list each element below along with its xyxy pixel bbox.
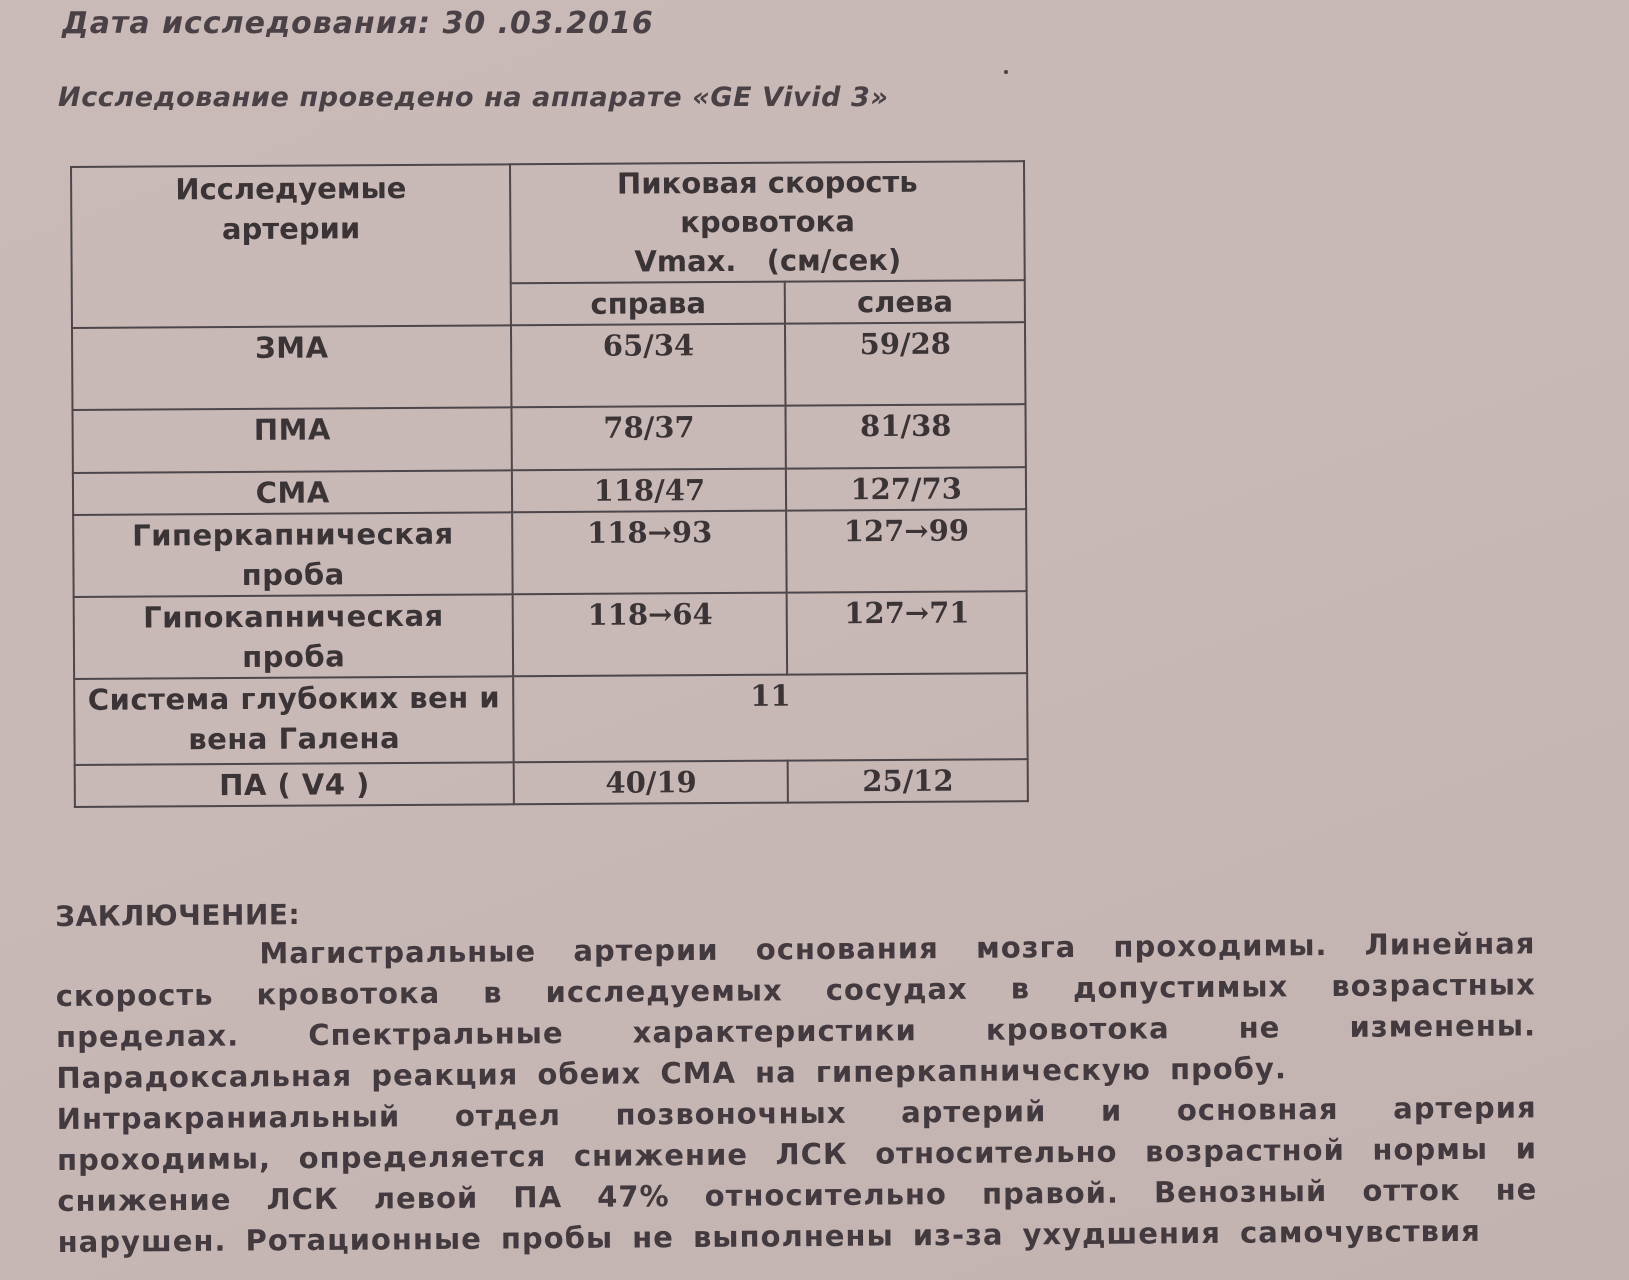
table-row	[75, 759, 1028, 807]
header-arteries-line2: артерии	[221, 211, 361, 247]
results-table	[70, 160, 1029, 808]
artery-name-line2: проба	[241, 557, 345, 592]
artery-name-line1: Гиперкапническая	[132, 516, 454, 553]
conclusion-paragraph: Интракраниальный отдел позвоночных артерий и основная артерия проходимы, определяется снижение ЛСК относительно возрастной нормы и снижение ЛСК левой ПА 47% относительно правой. Венозный отток не нарушен. Ротационные пробы не выполнены из-за ухудшения самочувствия	[56, 1090, 1538, 1259]
header-speed-line1: Пиковая скорость	[616, 164, 918, 201]
right-value-cell: 118→64	[513, 593, 787, 677]
artery-name-line1: Гипокапническая	[143, 598, 444, 635]
table-header-row	[71, 161, 1025, 286]
combined-value-cell: 11	[514, 673, 1028, 762]
conclusion-title: ЗАКЛЮЧЕНИЕ:	[55, 898, 301, 933]
header-peak-speed	[510, 161, 1024, 283]
left-value-cell: 25/12	[788, 759, 1028, 802]
table-row	[73, 467, 1026, 515]
conclusion-section	[55, 888, 1538, 1263]
header-arteries	[71, 164, 511, 328]
artery-name-line2: вена Галена	[188, 720, 401, 757]
artery-name-line1: Система глубоких вен и	[87, 680, 501, 717]
artery-cell	[74, 676, 514, 765]
artery-cell: ПА ( V4 )	[75, 762, 515, 807]
study-date: Дата исследования: 30 .03.2016	[62, 6, 654, 41]
left-value-cell: 59/28	[785, 322, 1025, 405]
device-info: Исследование проведено на аппарате «GE Vivid 3»	[58, 82, 889, 113]
artery-cell: СМА	[73, 470, 513, 515]
artery-cell: ЗМА	[72, 325, 512, 410]
left-value-cell: 127→71	[787, 591, 1027, 674]
header-speed-line3: Vmax. (см/сек)	[634, 242, 902, 279]
right-value-cell: 78/37	[512, 406, 786, 471]
header-arteries-line1: Исследуемые	[175, 170, 407, 207]
right-value-cell: 118/47	[512, 469, 786, 513]
right-value-cell: 118→93	[513, 511, 787, 595]
table-row	[74, 673, 1028, 765]
right-value-cell: 65/34	[511, 324, 785, 408]
paper-speck	[1004, 70, 1008, 74]
table-row	[74, 591, 1027, 679]
left-value-cell: 127/73	[786, 467, 1026, 510]
artery-cell: ПМА	[72, 407, 512, 473]
left-value-cell: 81/38	[786, 404, 1026, 468]
table-row	[72, 322, 1025, 410]
table-row	[73, 509, 1026, 597]
conclusion-paragraph: Магистральные артерии основания мозга проходимы. Линейная скорость кровотока в исследуемых сосудах в допустимых возрастных пределах. Спектральные характеристики кровотока не изменены. Парадоксальная реакция обеих СМА на гиперкапническую пробу.	[55, 926, 1537, 1095]
right-value-cell: 40/19	[514, 761, 788, 805]
artery-name-line2: проба	[242, 639, 346, 674]
subheader-left: слева	[785, 280, 1025, 323]
header-speed-line2: кровотока	[680, 204, 855, 240]
table-row	[72, 404, 1025, 473]
left-value-cell: 127→99	[786, 509, 1026, 592]
artery-cell	[74, 594, 514, 679]
artery-cell	[73, 512, 513, 597]
subheader-right: справа	[511, 282, 785, 326]
